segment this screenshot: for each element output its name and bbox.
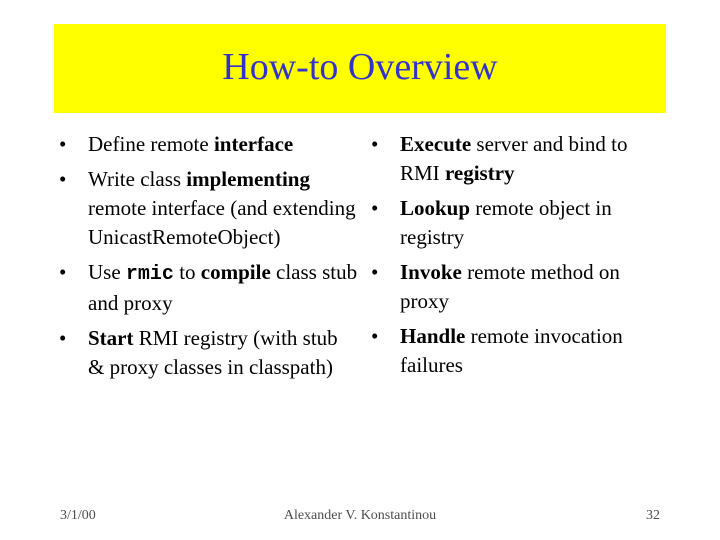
code-text: rmic [125, 263, 174, 286]
right-bullet-list [371, 130, 671, 386]
bullet-item [59, 258, 359, 318]
footer-date: 3/1/00 [60, 508, 96, 523]
bullet-point-icon: • [59, 132, 67, 156]
bullet-point-icon: • [59, 167, 67, 191]
bullet-point-icon: • [59, 326, 67, 350]
bullet-text: class stub and proxy [88, 260, 358, 315]
bullet-point-icon: • [371, 196, 379, 220]
bullet-item [59, 165, 359, 252]
title-band [54, 24, 666, 113]
bold-text: Lookup [400, 196, 471, 220]
bullet-point-icon: • [371, 132, 379, 156]
bold-text: compile [200, 260, 271, 284]
bullet-text: RMI registry (with stub & proxy classes in classpath) [88, 326, 338, 379]
bullet-item [371, 130, 671, 188]
slide-title: How-to Overview [222, 45, 498, 88]
bullet-text: remote interface (and extending UnicastRemoteObject) [88, 196, 356, 249]
bold-text: Handle [400, 324, 466, 348]
footer-author: Alexander V. Konstantinou [283, 508, 437, 523]
bullet-point-icon: • [59, 260, 67, 284]
bullet-text: Define remote [88, 132, 214, 156]
bullet-point-icon: • [371, 260, 379, 284]
bold-text: implementing [186, 167, 310, 191]
bold-text: registry [444, 161, 515, 185]
footer-page-number: 32 [646, 508, 660, 523]
bullet-item [59, 130, 359, 159]
bullet-item [59, 324, 359, 382]
bullet-text: Write class [88, 167, 187, 191]
bullet-item [371, 258, 671, 316]
bold-text: Invoke [400, 260, 462, 284]
bullet-point-icon: • [371, 324, 379, 348]
bullet-item [371, 194, 671, 252]
bullet-text: remote invocation failures [400, 324, 623, 377]
bullet-text: remote method on proxy [400, 260, 620, 313]
bullet-text: Use [88, 260, 126, 284]
bullet-text: server and bind to RMI [400, 132, 628, 185]
bold-text: interface [213, 132, 294, 156]
bold-text: Execute [400, 132, 472, 156]
bullet-text: to [173, 260, 201, 284]
bold-text: Start [88, 326, 134, 350]
bullet-item [371, 322, 671, 380]
left-bullet-list [59, 130, 359, 388]
bullet-text: remote object in registry [400, 196, 612, 249]
